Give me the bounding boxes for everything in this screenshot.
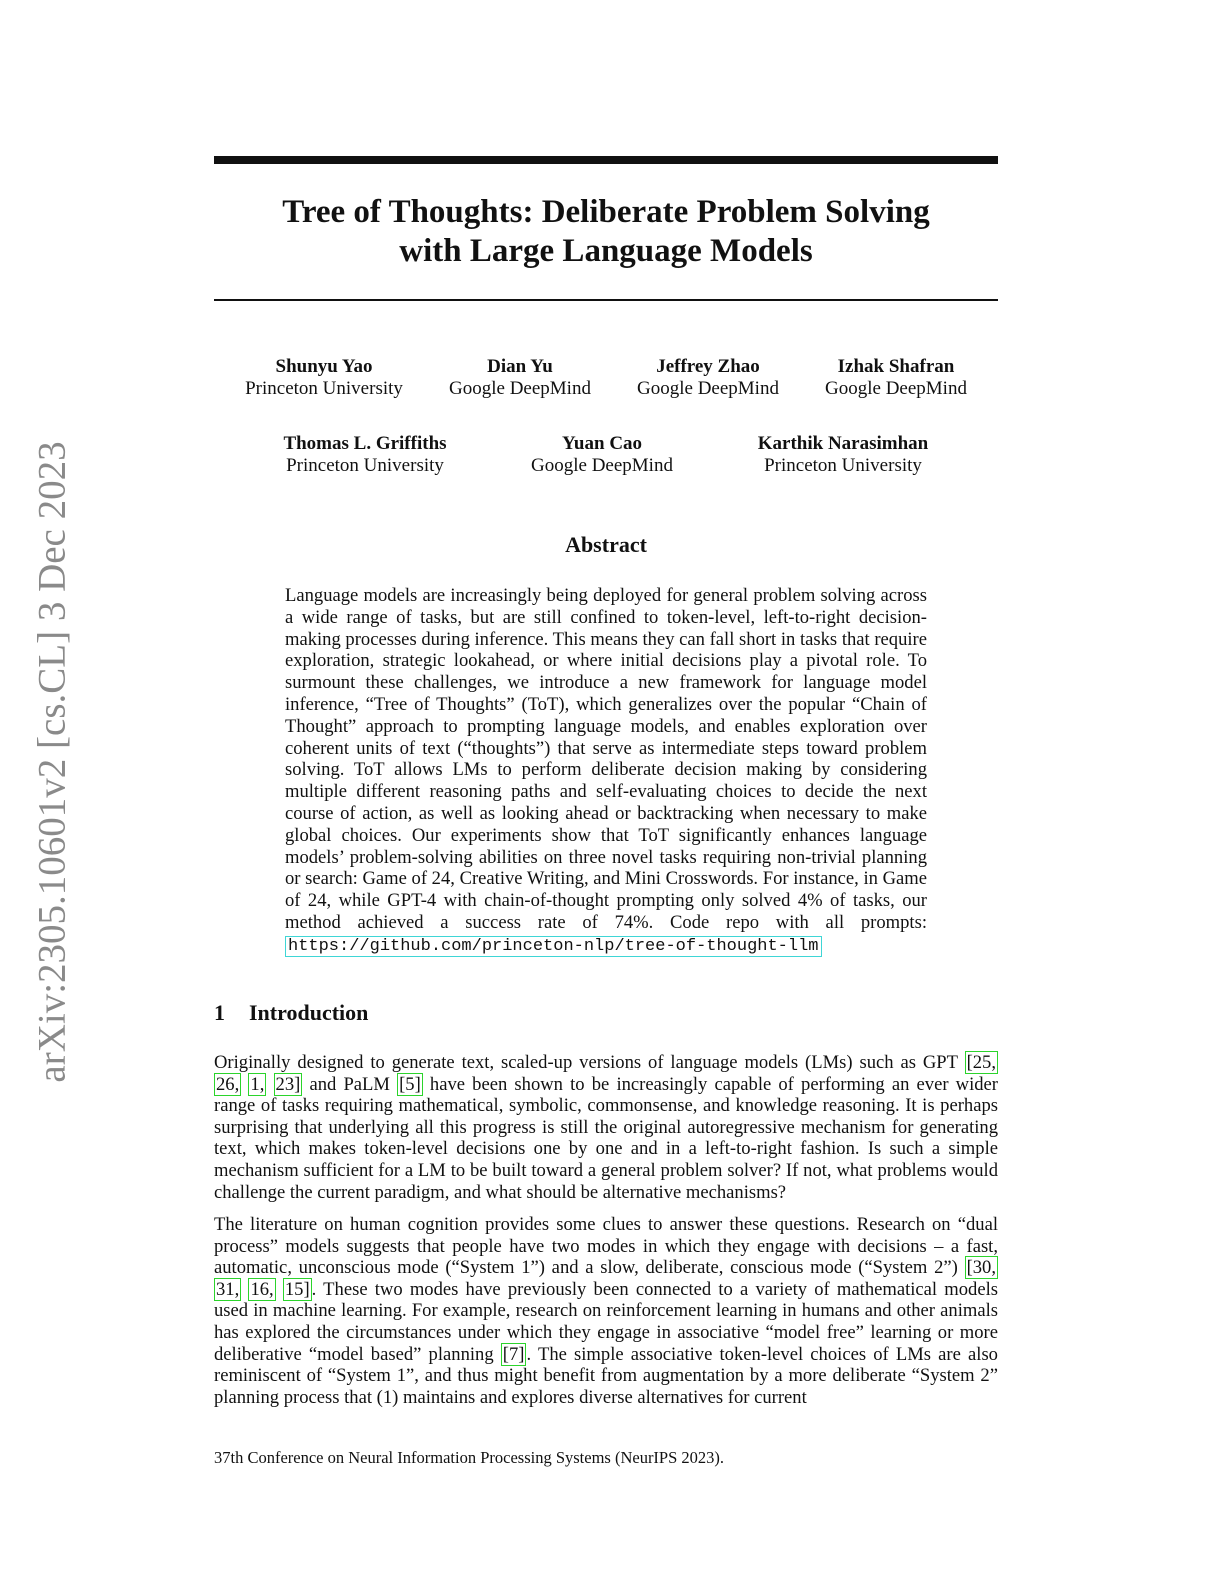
author-affiliation: Google DeepMind bbox=[637, 378, 779, 399]
abstract-text: Language models are increasingly being deployed for general problem solving across a wide range of tasks, but are still confined to token-level, left-to-right decision-making processes during inference. This means they can fall short in tasks that require exploration, strategic lookahead, or where initial decisions play a pivotal role. To surmount these challenges, we introduce a new framework for language model inference, “Tree of Thoughts” (ToT), which generalizes over the popular “Chain of Thought” approach to prompting language models, and enables exploration over coherent units of text (“thoughts”) that serve as intermediate steps toward problem solving. ToT allows LMs to perform deliberate decision making by considering multiple different reasoning paths and self-evaluating choices to decide the next course of action, as well as looking ahead or backtracking when necessary to make global choices. Our experiments show that ToT significantly enhances language models’ problem-solving abilities on three novel tasks requiring non-trivial planning or search: Game of 24, Creative Writing, and Mini Crosswords. For instance, in Game of 24, while GPT-4 with chain-of-thought prompting only solved 4% of tasks, our method achieved a success rate of 74%. Code repo with all prompts: bbox=[285, 585, 927, 933]
author-name: Yuan Cao bbox=[561, 433, 643, 454]
intro-paragraph-2 bbox=[214, 1214, 998, 1408]
author-block bbox=[502, 433, 702, 477]
paragraph-text: . These two modes have previously been connected to a variety of mathematical models used in machine learning. For example, research on reinforcement learning in humans and other animals has explored the circumstances under which they engage in associative “model free” learning or more deliberative “model based” planning bbox=[214, 1278, 998, 1365]
author-name: Jeffrey Zhao bbox=[656, 356, 760, 377]
author-block bbox=[796, 356, 996, 400]
citation-link[interactable]: 31, bbox=[216, 1278, 240, 1300]
author-name: Izhak Shafran bbox=[837, 356, 955, 377]
citation-link[interactable]: [7] bbox=[502, 1343, 525, 1365]
author-affiliation: Google DeepMind bbox=[531, 455, 673, 476]
author-block bbox=[743, 433, 943, 477]
title-line-2: with Large Language Models bbox=[399, 233, 813, 269]
author-block bbox=[608, 356, 808, 400]
paragraph-text: Originally designed to generate text, scaled-up versions of language models (LMs) such as GPT bbox=[214, 1052, 965, 1073]
abstract-body bbox=[285, 585, 927, 958]
title-bottom-rule bbox=[214, 299, 998, 301]
author-affiliation: Google DeepMind bbox=[825, 378, 967, 399]
citation-link[interactable]: 1, bbox=[250, 1073, 265, 1095]
author-block bbox=[224, 356, 424, 400]
section-title: Introduction bbox=[249, 1000, 369, 1025]
abstract-heading: Abstract bbox=[565, 532, 647, 557]
author-block bbox=[265, 433, 465, 477]
paragraph-text: . The simple associative token-level choices of LMs are also reminiscent of “System 1”, and thus might benefit from augmentation by a more deliberate “System 2” planning process that (1) maintains and explores diverse alternatives for current bbox=[214, 1343, 998, 1408]
title-line-1: Tree of Thoughts: Deliberate Problem Solving bbox=[282, 194, 930, 230]
author-affiliation: Princeton University bbox=[286, 455, 444, 476]
arxiv-identifier-stamp: arXiv:2305.10601v2 [cs.CL] 3 Dec 2023 bbox=[30, 441, 74, 1083]
citation-link[interactable]: 23] bbox=[275, 1073, 301, 1095]
citation-link[interactable]: 26, bbox=[216, 1073, 240, 1095]
author-name: Shunyu Yao bbox=[275, 356, 373, 377]
author-name: Thomas L. Griffiths bbox=[283, 433, 447, 454]
author-affiliation: Google DeepMind bbox=[449, 378, 591, 399]
conference-footnote: 37th Conference on Neural Information Processing Systems (NeurIPS 2023). bbox=[214, 1448, 725, 1467]
code-repo-link[interactable]: https://github.com/princeton-nlp/tree-of-thought-llm bbox=[285, 936, 822, 957]
author-affiliation: Princeton University bbox=[764, 455, 922, 476]
paragraph-text: have been shown to be increasingly capable of performing an ever wider range of tasks requiring mathematical, symbolic, commonsense, and knowledge reasoning. It is perhaps surprising that underlying all this progress is still the original autoregressive mechanism for generating text, which makes token-level decisions one by one and in a left-to-right fashion. Is such a simple mechanism sufficient for a LM to be built toward a general problem solver? If not, what problems would challenge the current paradigm, and what should be alternative mechanisms? bbox=[214, 1073, 998, 1203]
intro-paragraph-1 bbox=[214, 1052, 998, 1203]
citation-link[interactable]: 15] bbox=[284, 1278, 310, 1300]
citation-link[interactable]: 16, bbox=[250, 1278, 274, 1300]
citation-link[interactable]: [25, bbox=[966, 1052, 996, 1073]
title-top-rule bbox=[214, 156, 998, 164]
section-number: 1 bbox=[214, 1000, 225, 1025]
author-affiliation: Princeton University bbox=[245, 378, 403, 399]
citation-link[interactable]: [5] bbox=[399, 1073, 421, 1095]
author-name: Karthik Narasimhan bbox=[757, 433, 929, 454]
author-name: Dian Yu bbox=[487, 356, 553, 377]
section-heading-introduction bbox=[214, 1000, 368, 1026]
paper-title bbox=[214, 193, 998, 271]
citation-link[interactable]: [30, bbox=[966, 1257, 996, 1279]
author-block bbox=[420, 356, 620, 400]
paragraph-text: and PaLM bbox=[302, 1073, 398, 1095]
paragraph-text: The literature on human cognition provides some clues to answer these questions. Research on “dual process” models suggests that people have two modes in which they engage with decisions – a fast, automatic, unconscious mode (“System 1”) and a slow, deliberate, conscious mode (“System 2”) bbox=[214, 1214, 998, 1279]
